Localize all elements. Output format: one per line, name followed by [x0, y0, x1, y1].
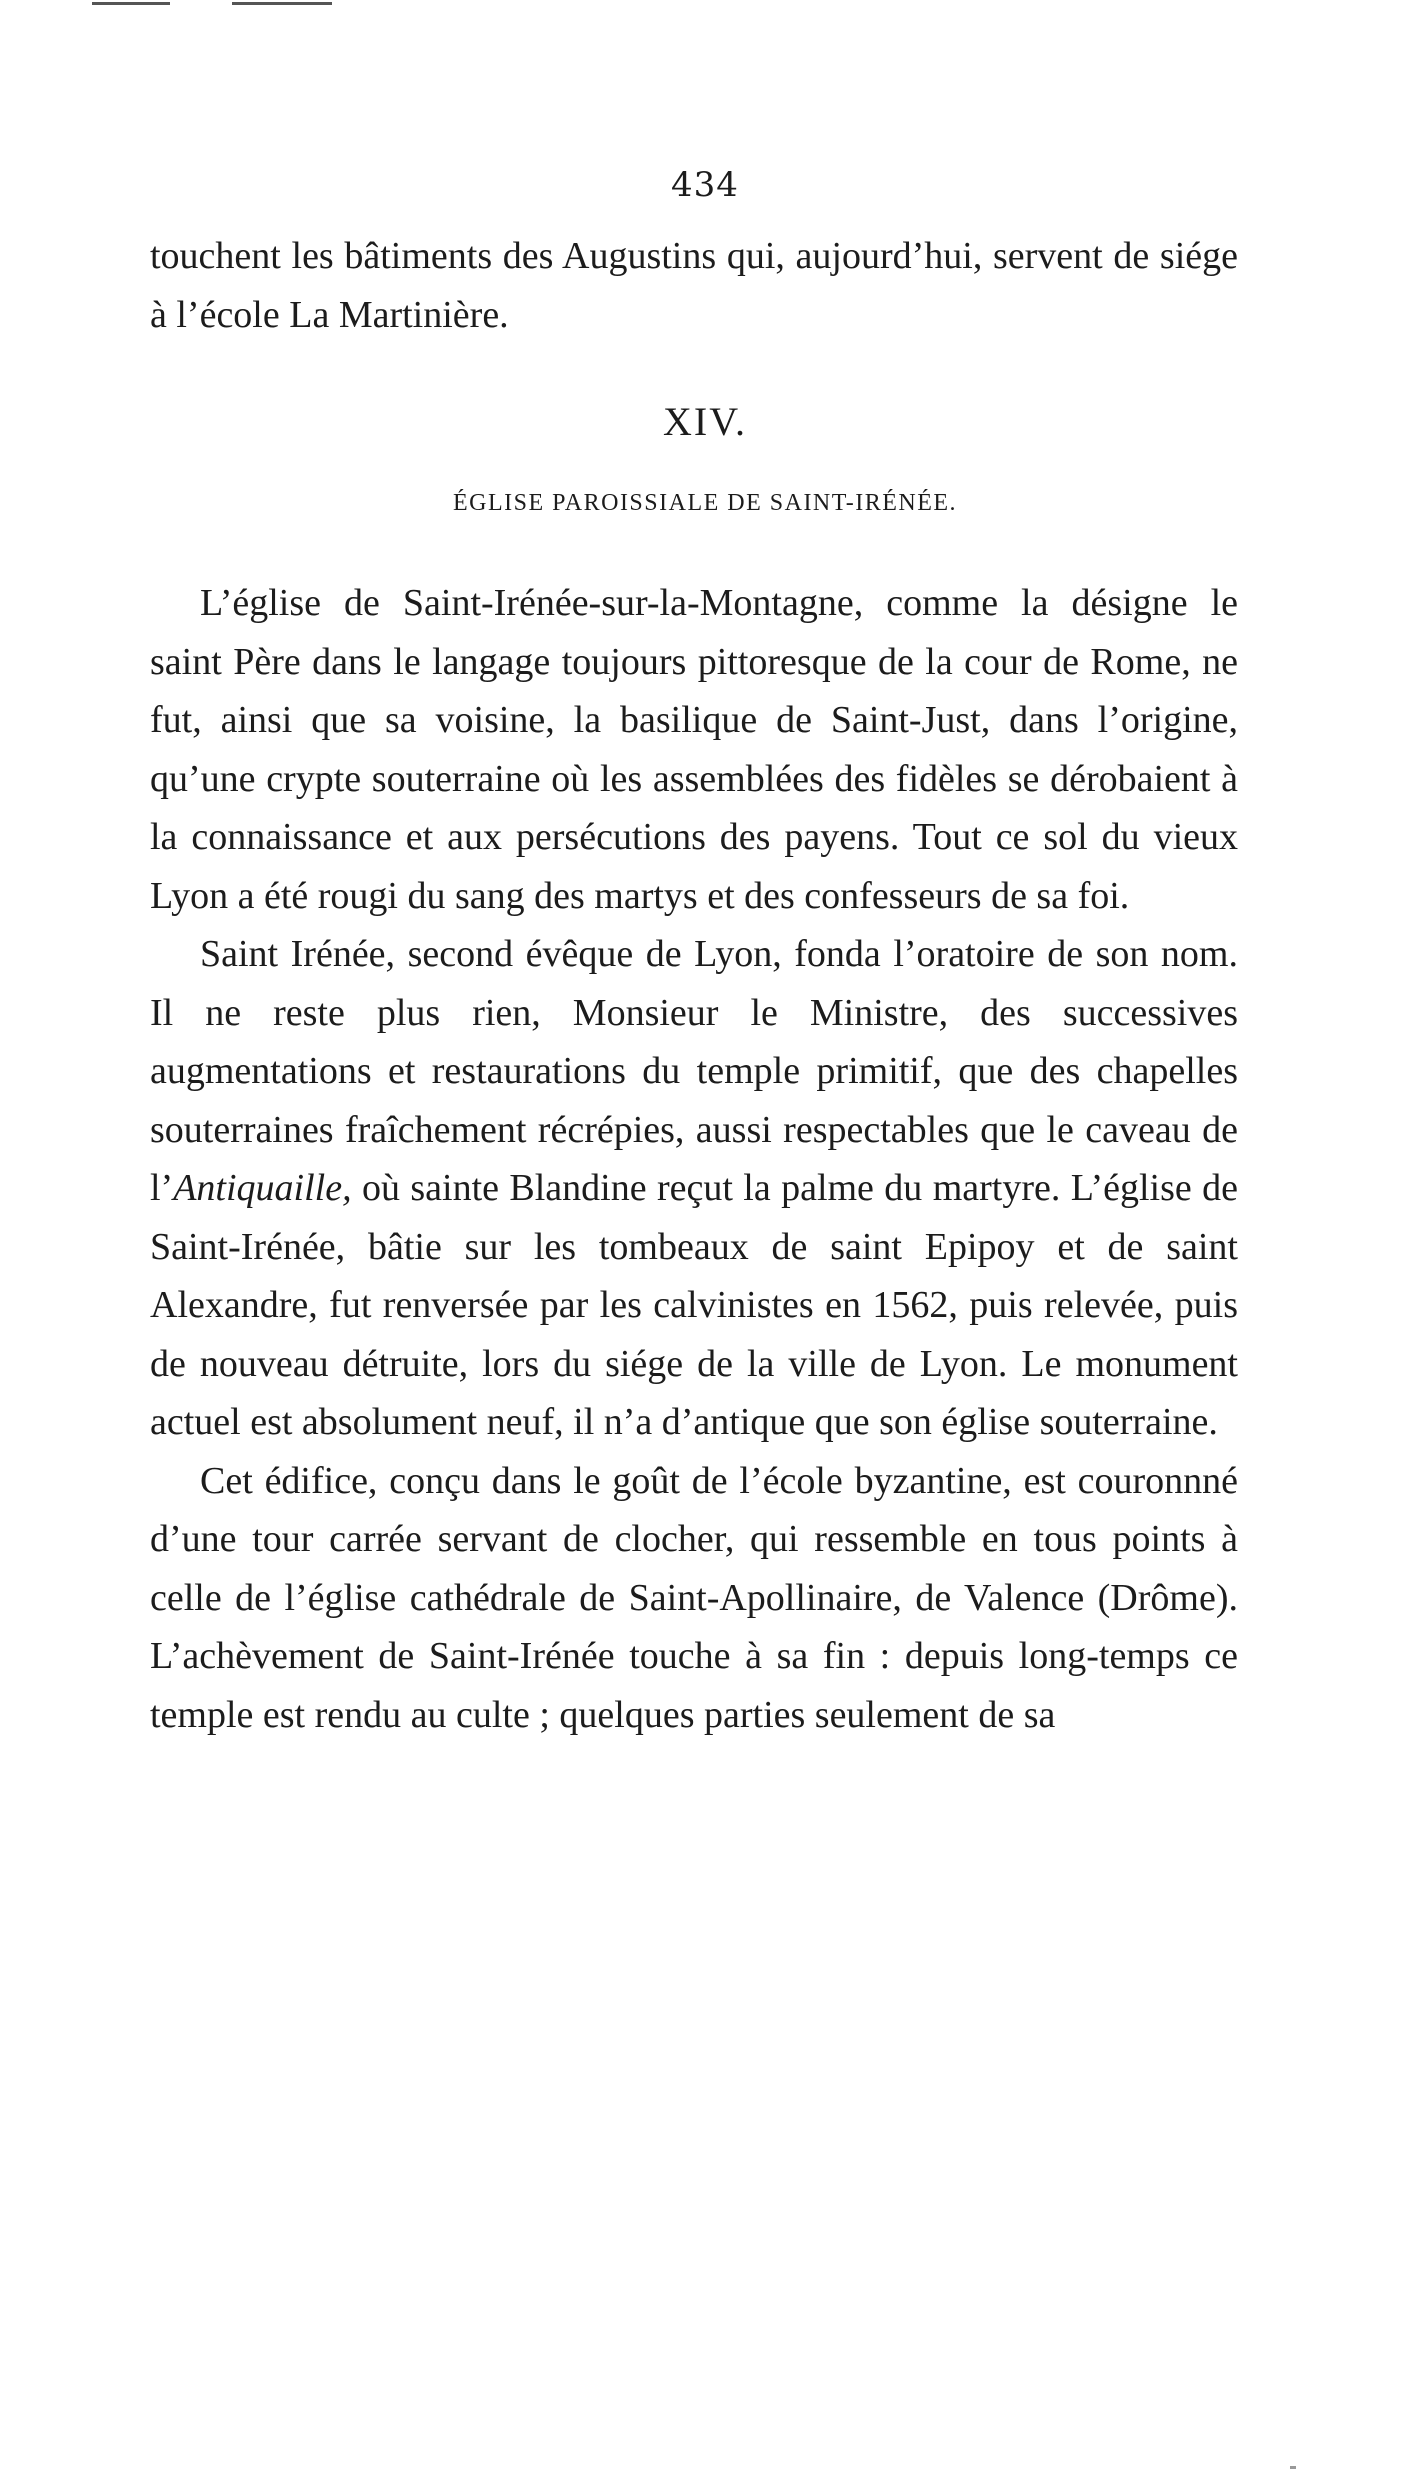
paragraph-1: L’église de Saint-Irénée-sur-la-Montagne, comme la désigne le saint Père dans le langage toujours pittoresque de la cour de Rome, ne fut, ainsi que sa voisine, la basilique de Saint-Just, dans l’origine, qu’une crypte souterraine où les assemblées des fidèles se dérobaient à la connaissance et aux persécutions des payens. Tout ce sol du vieux Lyon a été rougi du sang des martys et des confesseurs de sa foi. [150, 582, 1238, 917]
section-numeral: XIV. [663, 399, 747, 444]
paragraph-2 [150, 925, 1238, 1452]
scan-edge-mark [232, 2, 332, 5]
paragraph-3: Cet édifice, conçu dans le goût de l’école byzantine, est couronnné d’une tour carrée servant de clocher, qui ressemble en tous points à celle de l’église cathédrale de Saint-Apollinaire, de Valence (Drôme). L’achèvement de Saint-Irénée touche à sa fin : depuis long-temps ce temple est rendu au culte ; quelques parties seulement de sa [150, 1459, 1238, 1736]
paragraph-2-after: où sainte Blandine reçut la palme du martyre. L’église de Saint-Irénée, bâtie sur les tombeaux de saint Epipoy et de saint Alexandre, fut renversée par les calvinistes en 1562, puis relevée, puis de nouveau détruite, lors du siége de la ville de Lyon. Le monument actuel est absolument neuf, il n’a d’antique que son église souterraine. [150, 1167, 1238, 1443]
section-title: ÉGLISE PAROISSIALE DE SAINT-IRÉNÉE. [452, 490, 958, 516]
scan-edge-mark [92, 2, 170, 5]
continuation-paragraph: touchent les bâtiments des Augustins qui, aujourd’hui, servent de siége à l’école La Martinière. [150, 235, 1238, 336]
section-body [150, 574, 1238, 1744]
paragraph-2-emphasis: Antiquaille, [173, 1167, 352, 1209]
scan-speck [1290, 2466, 1296, 2469]
continuation-text [150, 227, 1238, 344]
page-number: 434 [671, 165, 739, 205]
paragraph-2-before: Saint Irénée, second évêque de Lyon, fonda l’oratoire de son nom. Il ne reste plus rien, Monsieur le Ministre, des successives augmentations et restaurations du temple primitif, que des chapelles souterraines fraîchement récrépies, aussi respectables que le caveau de l’ [150, 933, 1238, 1209]
